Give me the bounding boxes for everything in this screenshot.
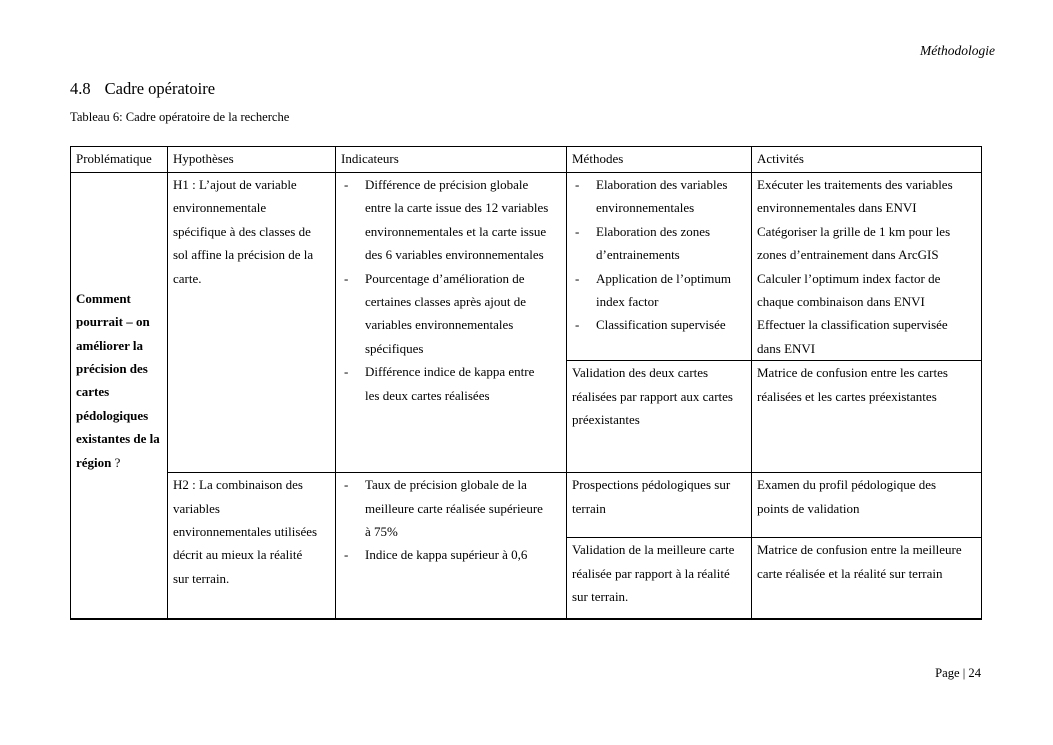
- section-heading: [70, 79, 215, 99]
- header-row: [71, 147, 982, 173]
- column-header-activites: Activités: [752, 147, 982, 173]
- dash-bullet: -: [344, 477, 349, 493]
- dash-bullet: -: [575, 177, 580, 192]
- column-header-hypotheses: Hypothèses: [168, 147, 336, 173]
- column-header-problematique: Problématique: [71, 147, 168, 173]
- activity-line: Effectuer la classification supervisée dans ENVI: [757, 317, 948, 356]
- activity-line: Calculer l’optimum index factor de chaque combinaison dans ENVI: [757, 270, 941, 310]
- table-row-h2-sub1: [71, 473, 982, 538]
- cell-activites-h1-sub1: [752, 173, 982, 361]
- cell-activites-h1-sub2: Matrice de confusion entre les cartes réalisées et les cartes préexistantes: [752, 361, 982, 473]
- cell-methodes-h2-sub2: Validation de la meilleure carte réalisée par rapport à la réalité sur terrain.: [567, 538, 752, 619]
- list-item: - Différence de précision globale entre la carte issue des 12 variables environnementales et la carte issue des 6 variables environnementales: [341, 173, 550, 267]
- page-number: Page | 24: [935, 666, 981, 680]
- dash-bullet: -: [344, 547, 349, 563]
- cell-problematique: [71, 173, 168, 619]
- table-caption: Tableau 6: Cadre opératoire de la recherche: [70, 110, 290, 124]
- dash-bullet: -: [344, 364, 349, 380]
- table-row-h1-sub1: [71, 173, 982, 361]
- cell-methodes-h1-sub1: [567, 173, 752, 361]
- section-number: 4.8: [70, 79, 91, 98]
- list-item: - Elaboration des variables environnementales: [572, 173, 736, 220]
- activity-line: Catégoriser la grille de 1 km pour les zones d’entrainement dans ArcGIS: [757, 223, 951, 263]
- list-item: - Taux de précision globale de la meilleure carte réalisée supérieure à 75%: [341, 473, 550, 543]
- column-header-methodes: Méthodes: [567, 147, 752, 173]
- dash-bullet: -: [575, 223, 580, 239]
- cell-activites-h2-sub1: Examen du profil pédologique des points de validation: [752, 473, 982, 538]
- list-item: - Indice de kappa supérieur à 0,6: [341, 543, 550, 566]
- cell-indicateurs-h2: [336, 473, 567, 619]
- problematique-text: Comment pourrait – on améliorer la précision des cartes pédologiques existantes de la région: [76, 290, 160, 470]
- list-item: - Application de l’optimum index factor: [572, 267, 736, 314]
- running-header: Méthodologie: [920, 43, 995, 58]
- list-item: - Différence indice de kappa entre les deux cartes réalisées: [341, 360, 550, 407]
- section-title: Cadre opératoire: [104, 79, 216, 98]
- cell-activites-h2-sub2: Matrice de confusion entre la meilleure carte réalisée et la réalité sur terrain: [752, 538, 982, 619]
- list-item: - Pourcentage d’amélioration de certaines classes après ajout de variables environnementales spécifiques: [341, 267, 550, 361]
- cell-hypothese-h2: H2 : La combinaison des variables environnementales utilisées décrit au mieux la réalité sur terrain.: [168, 473, 336, 619]
- list-item: - Elaboration des zones d’entrainements: [572, 220, 736, 267]
- dash-bullet: -: [344, 177, 349, 192]
- dash-bullet: -: [575, 270, 580, 286]
- dash-bullet: -: [575, 317, 580, 333]
- dash-bullet: -: [344, 270, 349, 286]
- cell-hypothese-h1: H1 : L’ajout de variable environnementale spécifique à des classes de sol affine la précision de la carte.: [168, 173, 336, 473]
- list-item: - Classification supervisée: [572, 313, 736, 336]
- problematique-question-mark: ?: [114, 454, 121, 470]
- column-header-indicateurs: Indicateurs: [336, 147, 567, 173]
- activity-line: Exécuter les traitements des variables environnementales dans ENVI: [757, 177, 953, 216]
- cell-methodes-h2-sub1: Prospections pédologiques sur terrain: [567, 473, 752, 538]
- cadre-operatoire-table: [70, 146, 982, 620]
- cell-indicateurs-h1: [336, 173, 567, 473]
- cell-methodes-h1-sub2: Validation des deux cartes réalisées par rapport aux cartes préexistantes: [567, 361, 752, 473]
